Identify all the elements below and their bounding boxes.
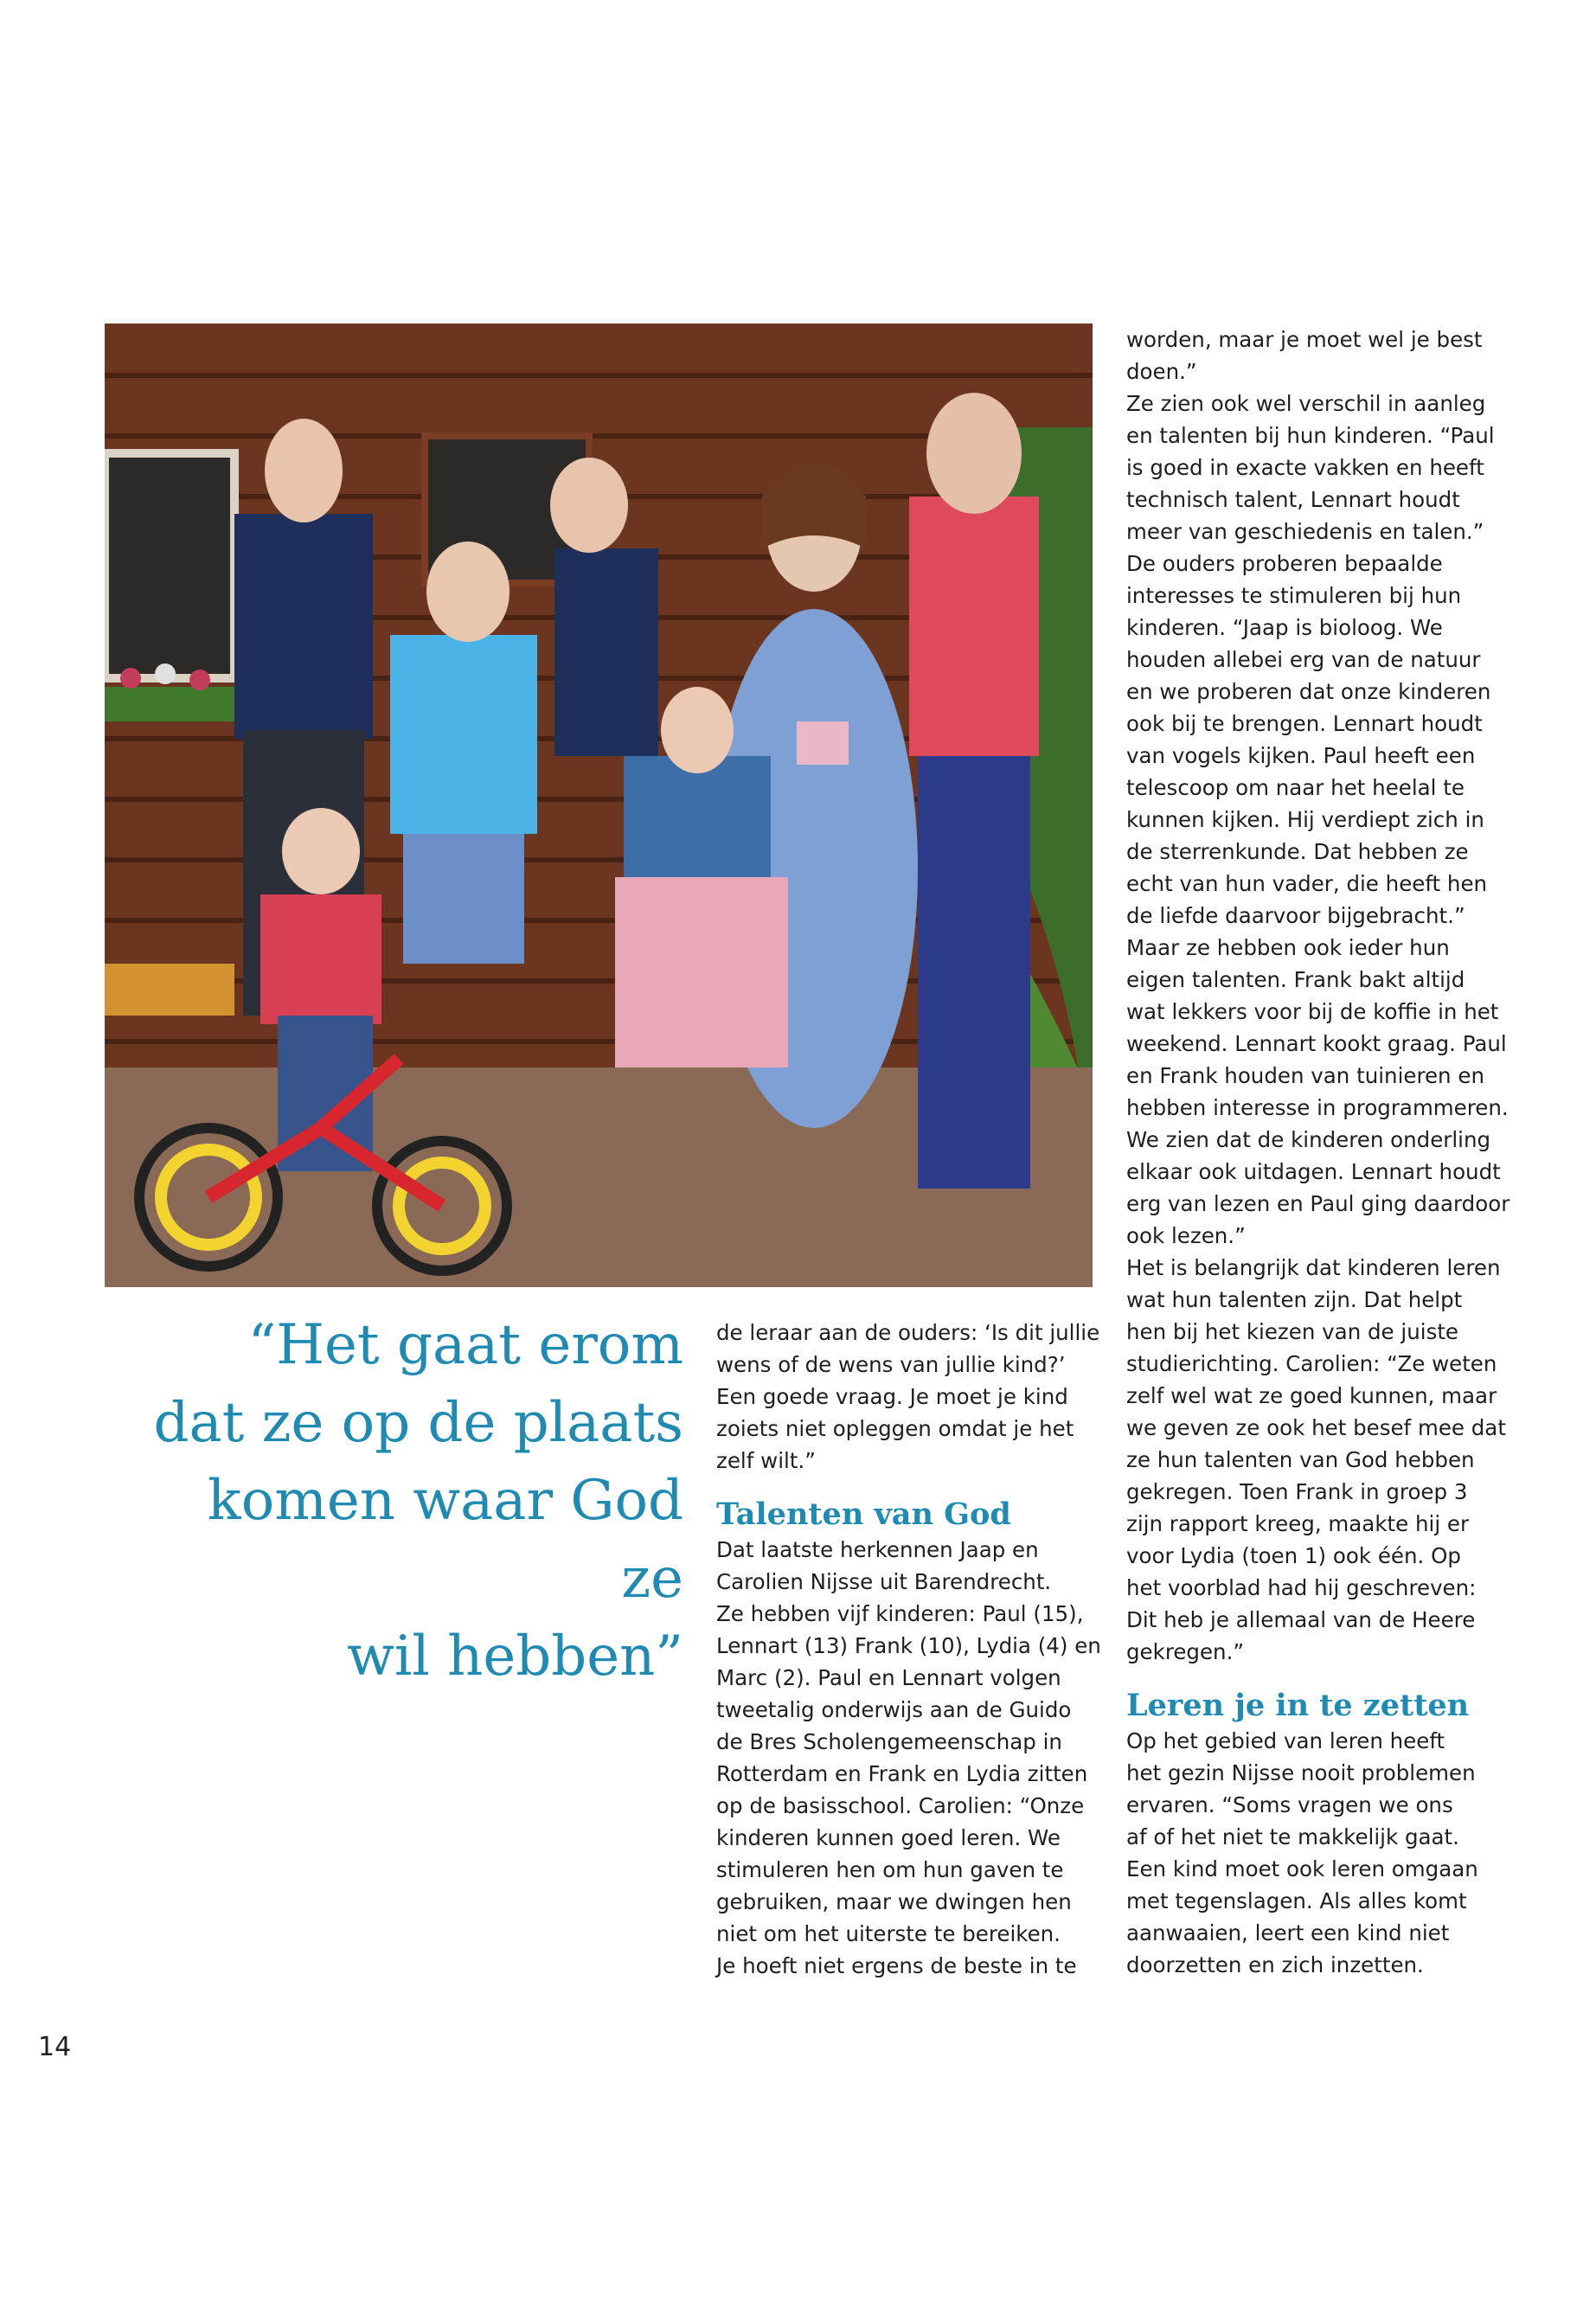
body-text-line: aanwaaien, leert een kind niet (1126, 1920, 1450, 1945)
body-text-line: kunnen kijken. Hij verdiept zich in (1126, 807, 1484, 832)
body-text-line: De ouders proberen bepaalde (1126, 551, 1443, 576)
body-text-line: kinderen kunnen goed leren. We (716, 1825, 1061, 1850)
body-text-line: hen bij het kiezen van de juiste (1126, 1319, 1459, 1344)
body-text-line: wat lekkers voor bij de koffie in het (1126, 999, 1499, 1024)
pull-quote-line: komen waar God ze (207, 1469, 683, 1611)
body-text-line: hebben interesse in programmeren. (1126, 1095, 1509, 1120)
body-text-line: ook bij te brengen. Lennart houdt (1126, 711, 1483, 736)
body-text-line: worden, maar je moet wel je best (1126, 327, 1483, 352)
body-text-line: tweetalig onderwijs aan de Guido (716, 1697, 1072, 1722)
body-text-line: meer van geschiedenis en talen.” (1126, 519, 1484, 544)
body-text-line: telescoop om naar het heelal te (1126, 775, 1465, 800)
body-text-line: Ze zien ook wel verschil in aanleg (1126, 391, 1486, 416)
body-text-line: op de basisschool. Carolien: “Onze (716, 1793, 1085, 1818)
body-text-line: doen.” (1126, 359, 1197, 384)
body-text-line: houden allebei erg van de natuur (1126, 647, 1481, 672)
body-text-line: en we proberen dat onze kinderen (1126, 679, 1491, 704)
body-text-line: Je hoeft niet ergens de beste in te (716, 1953, 1077, 1978)
pull-quote-line: wil hebben” (347, 1625, 683, 1689)
body-text-line: wat hun talenten zijn. Dat helpt (1126, 1287, 1463, 1312)
body-text-line: Dit heb je allemaal van de Heere (1126, 1607, 1476, 1632)
body-text-line: wens of de wens van jullie kind?’ (716, 1352, 1066, 1377)
body-text-line: We zien dat de kinderen onderling (1126, 1127, 1491, 1152)
body-text-line: elkaar ook uitdagen. Lennart houdt (1126, 1159, 1501, 1184)
body-text-line: zijn rapport kreeg, maakte hij er (1126, 1511, 1470, 1536)
body-text-line: Lennart (13) Frank (10), Lydia (4) en (716, 1633, 1101, 1658)
body-text-line: niet om het uiterste te bereiken. (716, 1921, 1061, 1946)
body-text-line: studierichting. Carolien: “Ze weten (1126, 1351, 1497, 1376)
body-text-line: ook lezen.” (1126, 1223, 1246, 1248)
body-text-line: echt van hun vader, die heeft hen (1126, 871, 1488, 896)
body-text-line: gekregen. Toen Frank in groep 3 (1126, 1479, 1468, 1504)
body-text-line: zoiets niet opleggen omdat je het (716, 1416, 1074, 1441)
body-text-line: en Frank houden van tuinieren en (1126, 1063, 1484, 1088)
body-text-line: de Bres Scholengemeenschap in (716, 1729, 1062, 1754)
body-text-line: Dat laatste herkennen Jaap en (716, 1537, 1039, 1562)
body-text-line: Carolien Nijsse uit Barendrecht. (716, 1569, 1052, 1594)
pull-quote-line: “Het gaat erom (247, 1313, 683, 1377)
body-text-line: Rotterdam en Frank en Lydia zitten (716, 1761, 1088, 1786)
body-text-line: kinderen. “Jaap is bioloog. We (1126, 615, 1443, 640)
article-column-right (1126, 324, 1510, 1981)
body-text-line: Een kind moet ook leren omgaan (1126, 1856, 1478, 1881)
body-text-line: Het is belangrijk dat kinderen leren (1126, 1255, 1501, 1280)
body-text-line: eigen talenten. Frank bakt altijd (1126, 967, 1465, 992)
body-text-line: zelf wilt.” (716, 1448, 816, 1473)
body-text-line: interesses te stimuleren bij hun (1126, 583, 1462, 608)
body-text-line: weekend. Lennart kookt graag. Paul (1126, 1031, 1507, 1056)
body-text-line: stimuleren hen om hun gaven te (716, 1857, 1064, 1882)
pull-quote (130, 1306, 683, 1695)
body-text-line: en talenten bij hun kinderen. “Paul (1126, 423, 1495, 448)
body-text-line: gekregen.” (1126, 1639, 1245, 1664)
section-heading-talenten: Talenten van God (716, 1497, 1011, 1532)
body-text-line: is goed in exacte vakken en heeft (1126, 455, 1484, 480)
body-text-line: we geven ze ook het besef mee dat (1126, 1415, 1506, 1440)
section-heading-leren: Leren je in te zetten (1126, 1688, 1470, 1723)
body-text-line: met tegenslagen. Als alles komt (1126, 1888, 1467, 1913)
body-text-line: Op het gebied van leren heeft (1126, 1728, 1445, 1753)
body-text-line: het gezin Nijsse nooit problemen (1126, 1760, 1476, 1785)
page-number: 14 (38, 2032, 72, 2062)
body-text-line: gebruiken, maar we dwingen hen (716, 1889, 1072, 1914)
body-text-line: de leraar aan de ouders: ‘Is dit jullie (716, 1320, 1100, 1345)
body-text-line: doorzetten en zich inzetten. (1126, 1952, 1424, 1977)
body-text-line: van vogels kijken. Paul heeft een (1126, 743, 1476, 768)
family-photo-illustration (105, 324, 1093, 1287)
body-text-line: voor Lydia (toen 1) ook één. Op (1126, 1543, 1461, 1568)
body-text-line: Maar ze hebben ook ieder hun (1126, 935, 1450, 960)
body-text-line: Ze hebben vijf kinderen: Paul (15), (716, 1601, 1084, 1626)
body-text-line: technisch talent, Lennart houdt (1126, 487, 1460, 512)
body-text-line: zelf wel wat ze goed kunnen, maar (1126, 1383, 1497, 1408)
body-text-line: Marc (2). Paul en Lennart volgen (716, 1665, 1061, 1690)
family-photo (105, 324, 1093, 1287)
article-column-middle (716, 1317, 1101, 1982)
body-text-line: erg van lezen en Paul ging daardoor (1126, 1191, 1510, 1216)
body-text-line: ze hun talenten van God hebben (1126, 1447, 1475, 1472)
body-text-line: de sterrenkunde. Dat hebben ze (1126, 839, 1469, 864)
body-text-line: Een goede vraag. Je moet je kind (716, 1384, 1068, 1409)
pull-quote-line: dat ze op de plaats (153, 1391, 683, 1455)
body-text-line: het voorblad had hij geschreven: (1126, 1575, 1477, 1600)
body-text-line: de liefde daarvoor bijgebracht.” (1126, 903, 1465, 928)
body-text-line: ervaren. “Soms vragen we ons (1126, 1792, 1453, 1817)
body-text-line: af of het niet te makkelijk gaat. (1126, 1824, 1459, 1849)
